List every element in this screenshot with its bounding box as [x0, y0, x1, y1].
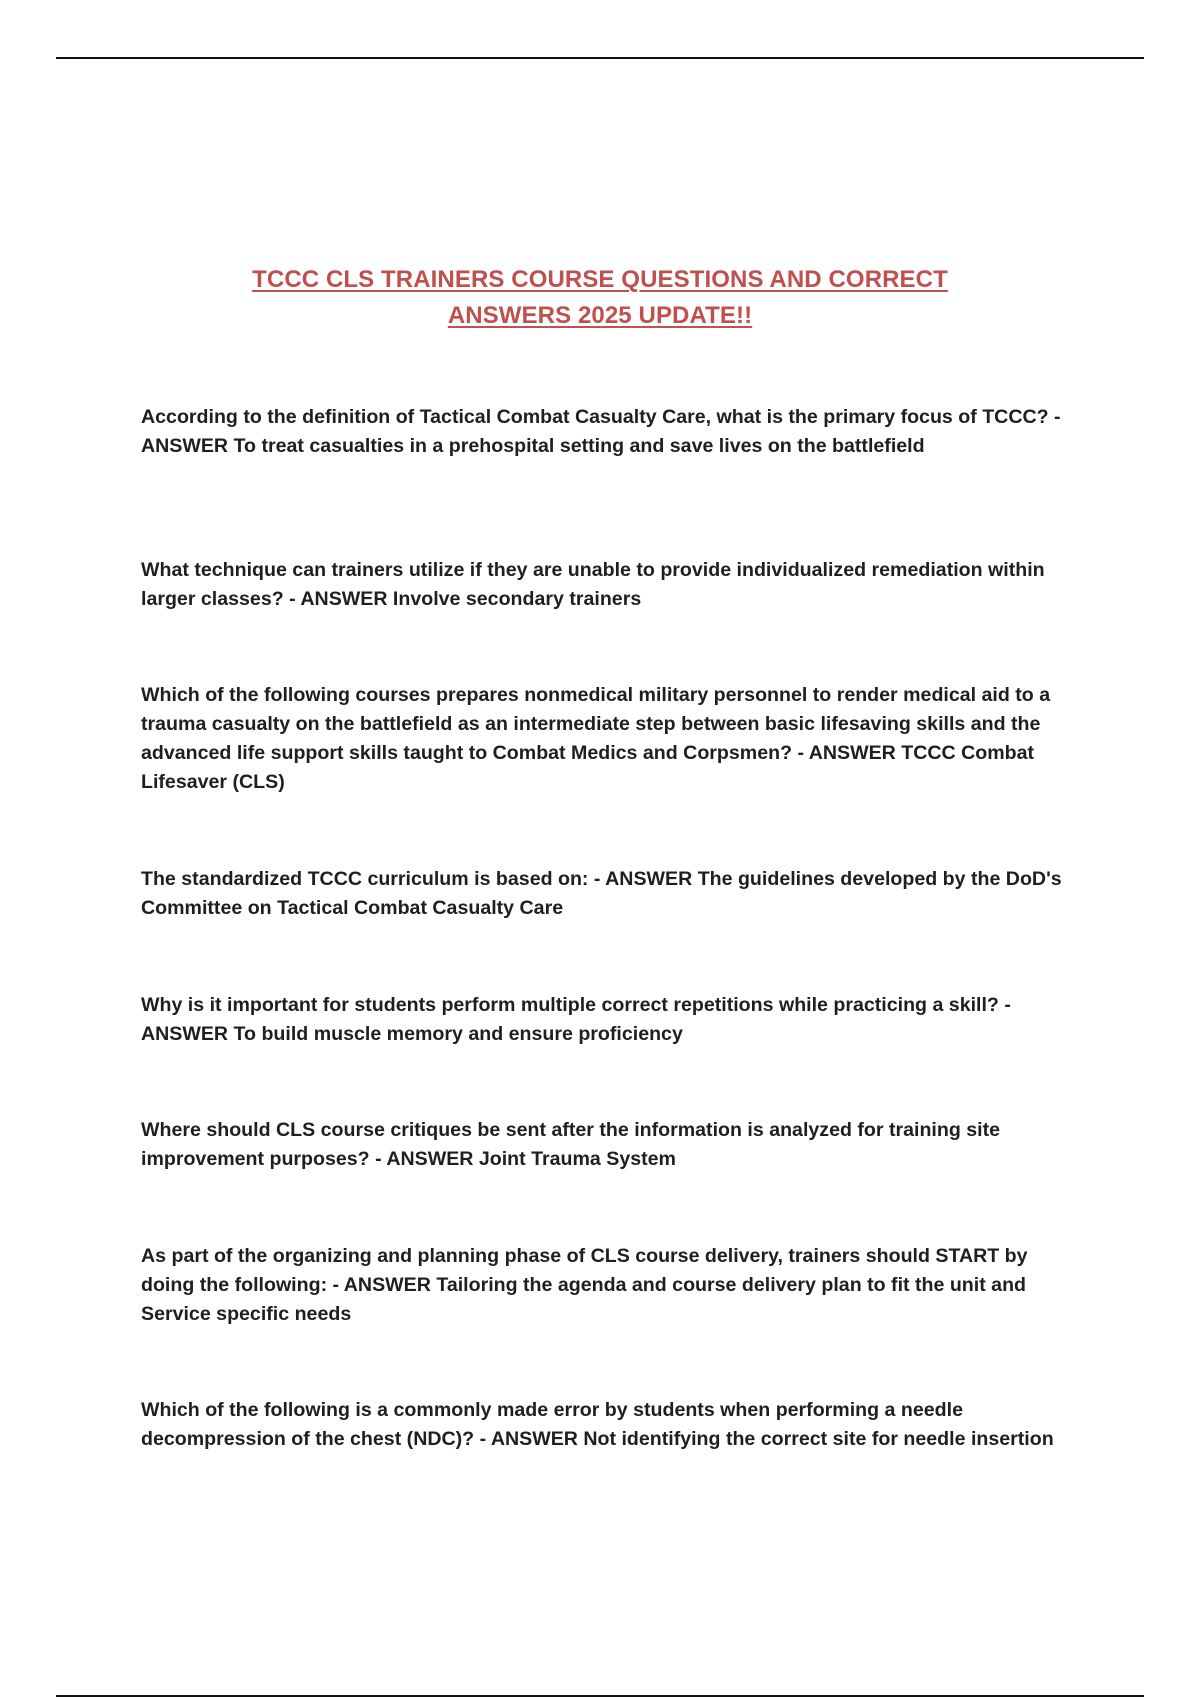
- question-text: Where should CLS course critiques be sent after the information is analyzed for training site improvement purposes?: [141, 1119, 1001, 1170]
- answer-separator: - ANSWER: [474, 1428, 584, 1450]
- qa-item: [141, 1242, 1071, 1329]
- qa-item: [141, 556, 1071, 614]
- qa-item: [141, 1396, 1071, 1454]
- answer-text: To build muscle memory and ensure proficiency: [233, 1023, 683, 1045]
- qa-item: [141, 1116, 1071, 1174]
- document-title: [140, 262, 1060, 334]
- answer-text: TCCC Combat Lifesaver (CLS): [141, 742, 1035, 793]
- answer-text: The guidelines developed by the DoD's Committee on Tactical Combat Casualty Care: [141, 868, 1062, 919]
- answer-separator: - ANSWER: [141, 994, 1011, 1045]
- question-text: The standardized TCCC curriculum is based on:: [141, 868, 589, 890]
- answer-text: Involve secondary trainers: [392, 588, 642, 610]
- header-rule: [56, 57, 1144, 59]
- answer-separator: - ANSWER: [283, 588, 393, 610]
- answer-text: Not identifying the correct site for needle insertion: [583, 1428, 1054, 1450]
- answer-text: Joint Trauma System: [478, 1148, 676, 1170]
- qa-item: [141, 681, 1071, 797]
- answer-separator: - ANSWER: [588, 868, 698, 890]
- qa-item: [141, 991, 1071, 1049]
- answer-text: Tailoring the agenda and course delivery plan to fit the unit and Service specific needs: [141, 1274, 1027, 1325]
- answer-text: To treat casualties in a prehospital setting and save lives on the battlefield: [233, 435, 925, 457]
- question-text: According to the definition of Tactical Combat Casualty Care, what is the primary focus of TCCC?: [141, 406, 1049, 428]
- question-text: Why is it important for students perform multiple correct repetitions while practicing a skill?: [141, 994, 999, 1016]
- answer-separator: - ANSWER: [369, 1148, 479, 1170]
- question-text: What technique can trainers utilize if they are unable to provide individualized remediation within larger classes?: [141, 559, 1045, 610]
- question-text: Which of the following courses prepares nonmedical military personnel to render medical aid to a trauma casualty on the battlefield as an intermediate step between basic lifesaving skills and the advanced life support skills taught to Combat Medics and Corpsmen?: [141, 684, 1051, 764]
- question-text: Which of the following is a commonly made error by students when performing a needle decompression of the chest (NDC)?: [141, 1399, 963, 1450]
- answer-separator: - ANSWER: [792, 742, 902, 764]
- answer-separator: - ANSWER: [141, 406, 1061, 457]
- answer-separator: - ANSWER: [327, 1274, 437, 1296]
- title-line-2: ANSWERS 2025 UPDATE!!: [447, 302, 753, 329]
- qa-item: [141, 865, 1071, 923]
- title-line-1: TCCC CLS TRAINERS COURSE QUESTIONS AND CORRECT: [252, 266, 948, 293]
- footer-rule: [56, 1695, 1144, 1697]
- question-text: As part of the organizing and planning phase of CLS course delivery, trainers should START by doing the following:: [141, 1245, 1028, 1296]
- qa-item: [141, 403, 1071, 461]
